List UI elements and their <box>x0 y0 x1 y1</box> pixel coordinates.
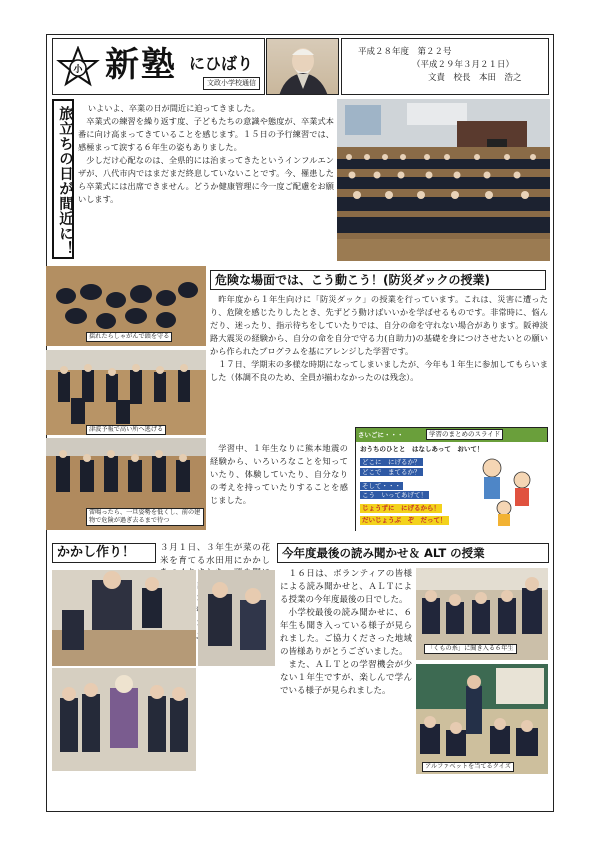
article3-title: かかし作り！ <box>52 543 156 563</box>
slide-heading-left: さいごに・・・ <box>358 431 404 439</box>
article2-paragraph: １７日、学期末の多様な時期になってしまいましたが、今年も１年生に参加してもらいました（体調不良のため、全員が揃わなかったのは残念）。 <box>210 359 548 382</box>
drill-caption: 揺れたらしゃがんで頭を守る <box>86 332 172 342</box>
article4-paragraph: また、ＡＬＴとの学習機会が少ない１年生ですが、楽しんで学んでいる様子が見られました。 <box>280 660 412 696</box>
slide-line: こう いってあげて！ <box>362 491 427 499</box>
article2-paragraph: 学習中、１年生なりに熊本地震の経験から、いろいろなことを知っていたり、体験していたり、自分なりの考えを持っていたりすることを感じました。 <box>210 443 348 505</box>
article1-paragraph: 少しだけ心配なのは、全県的には治まってきたというインフルエンザが、八代市内ではまだまだ終息していないことです。今、罹患したら卒業式には出席できません。どうか健康管理に今一度ご配慮をお願いします。 <box>78 155 334 204</box>
issue-editor: 文責 校長 本田 浩之 <box>428 73 522 83</box>
article1-vertical-title: 旅立ちの日が間近に！ <box>52 99 74 259</box>
masthead <box>52 38 265 95</box>
graduation-practice-photo <box>337 99 550 261</box>
slide-line: どこに にげるか？ <box>362 458 421 466</box>
alt-class-photo <box>416 664 548 774</box>
svg-text:小: 小 <box>73 65 83 75</box>
article2-paragraph: 昨年度から１年生向けに「防災ダック」の授業を行っています。これは、災害に遭ったり、危険を感じたりしたとき、先ずどう動けばいいかを学ばせるものです。非常時に、悩んだり、迷ったり、指示待ちをしていたりでは、自分の命を守れない場合があります。阪神淡路大震災の経験から、自分の命を自分で守る力(自助力)の基礎を身につけさせたいとの願いから作られたプログラムを基にアレンジした学習です。 <box>210 294 548 356</box>
drill-caption: 雷鳴ったら、一旦姿勢を低くし、前の建物で危険が過ぎ去るまで待つ <box>86 508 204 526</box>
article1-body <box>78 102 334 206</box>
scarecrow-photo-3 <box>52 668 196 771</box>
drill-photo-crouch <box>46 266 206 346</box>
slide-line: そして・・・ <box>362 482 401 490</box>
article2-title: 危険な場面では、こう動こう！(防災ダックの授業) <box>210 270 546 290</box>
summary-slide <box>355 427 548 531</box>
article1-paragraph: いよいよ、卒業の日が間近に迫ってきました。 <box>87 103 260 113</box>
slide-line: どこで まてるか？ <box>362 468 421 476</box>
drill-caption: 津波予報で高い所へ逃げる <box>86 425 166 435</box>
issue-number: 平成２８年度 第２２号 <box>358 47 452 57</box>
article1-paragraph: 卒業式の練習を繰り返す度、子どもたちの意識や態度が、卒業式本番に向け高まってきていることを感じます。１５日の予行練習では、感極まって涙する６年生の姿もありました。 <box>78 116 334 152</box>
issue-info <box>341 38 549 95</box>
drill-photo-tsunami <box>46 350 206 435</box>
masthead-title-kana: にひばり <box>189 54 254 73</box>
alt-caption: アルファベットを当てるクイズ <box>422 762 514 772</box>
scarecrow-photo-2 <box>198 570 275 666</box>
principal-portrait-photo <box>266 38 339 95</box>
article2-body-wide <box>210 293 548 384</box>
school-name: 文政小学校通信 <box>203 77 260 90</box>
drill-photo-lightning <box>46 438 206 530</box>
reading-caption: 「くもの糸」に聞き入る６年生 <box>424 644 517 654</box>
article4-body <box>280 568 412 698</box>
reading-photo <box>416 568 548 660</box>
slide-bottom-line: だいじょうぶ ぞ だって！ <box>362 516 447 524</box>
issue-date: （平成２９年３月２１日） <box>412 60 515 70</box>
article2-body-narrow <box>210 442 348 507</box>
school-emblem-icon <box>56 46 100 90</box>
slide-heading-right: 学習のまとめのスライド <box>426 429 503 440</box>
slide-bottom-line: じょうずに にげるから！ <box>362 504 440 512</box>
article4-title: 今年度最後の読み聞かせ＆ ALT の授業 <box>277 543 549 563</box>
article4-paragraph: １６日は、ボランティアの皆様による読み聞かせと、ＡＬＴによる授業の今年度最後の日でした。 <box>280 569 412 605</box>
slide-title: おうちのひとと はなしあって おいて！ <box>360 445 484 453</box>
article4-paragraph: 小学校最後の読み聞かせに、６年生も聞き入っている様子が見られました。ご協力くださった地域の皆様ありがとうございました。 <box>280 608 412 657</box>
slide-illustration-icon <box>468 450 544 526</box>
article3-lead-text: ３月１日、３年生が菜の花米を育てる水田用にかかし たか 、害鳥から守 <box>160 543 270 628</box>
masthead-title: 新塾 <box>105 45 177 85</box>
scarecrow-photo-1 <box>52 570 196 666</box>
